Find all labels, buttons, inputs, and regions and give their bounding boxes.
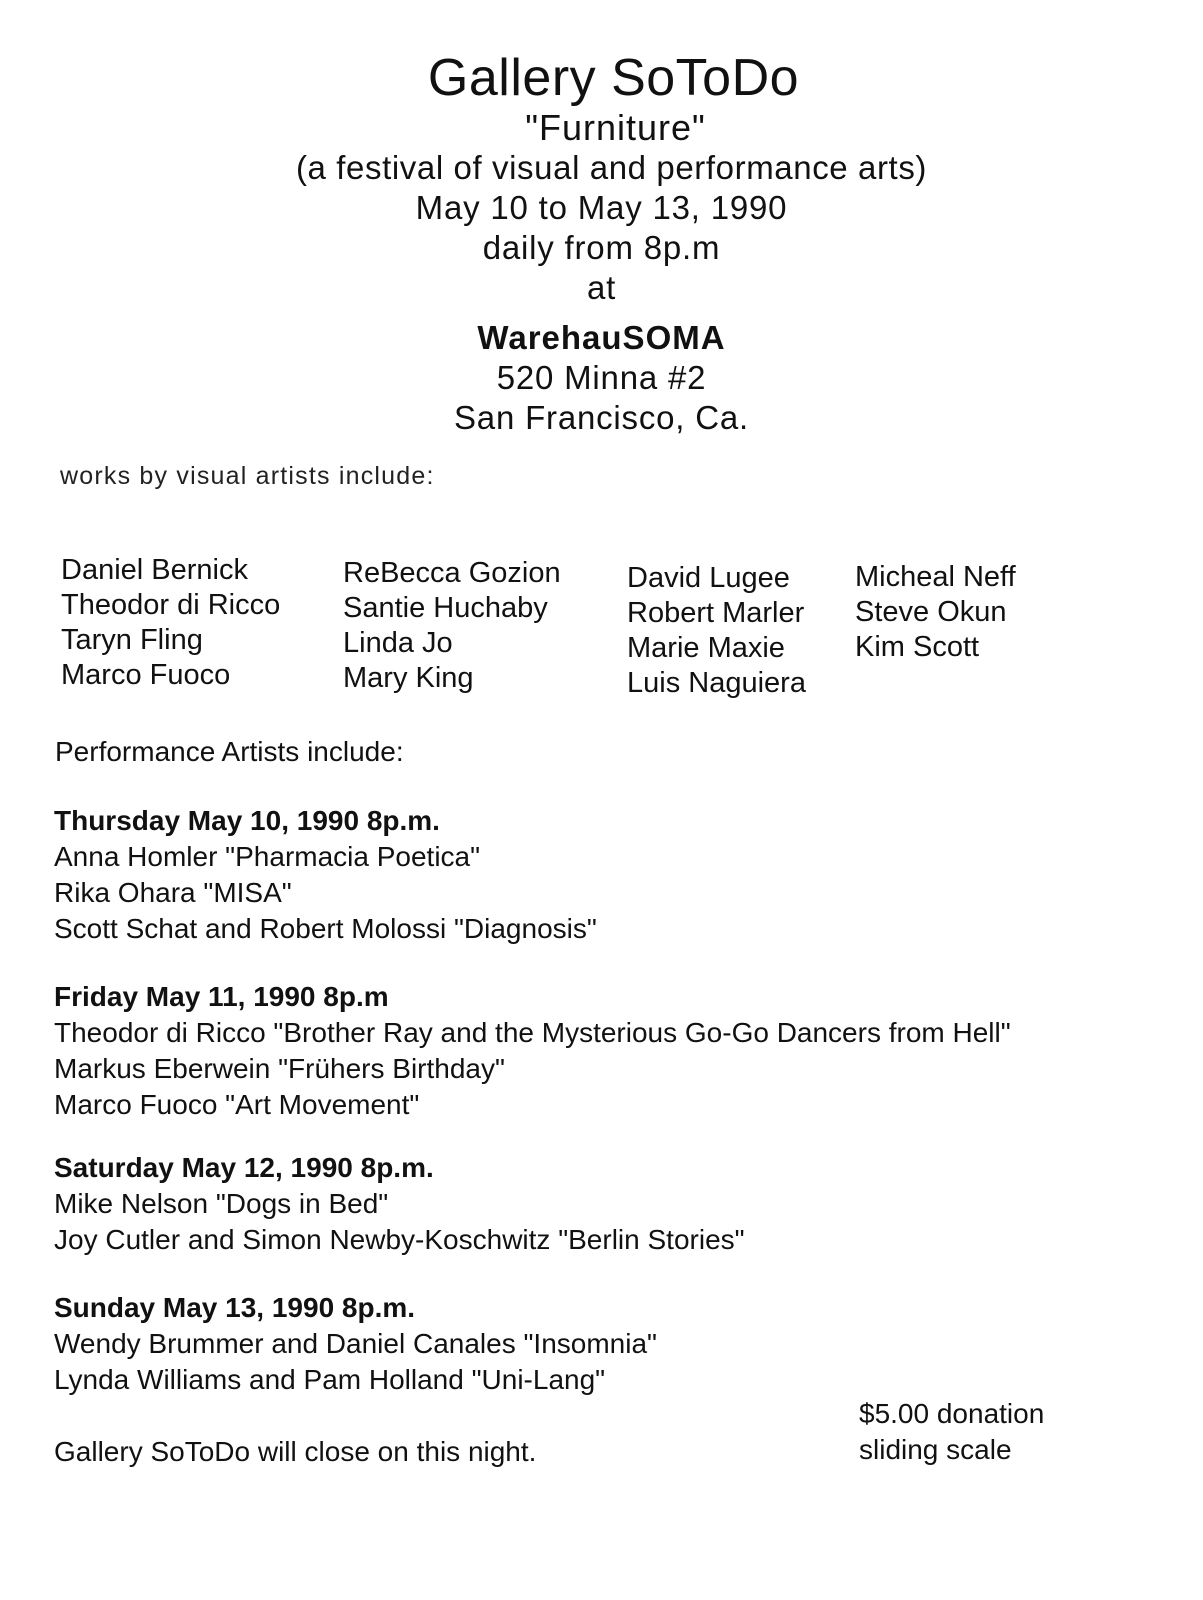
day-heading: Sunday May 13, 1990 8p.m. (54, 1292, 416, 1323)
venue-city: San Francisco, Ca. (453, 399, 749, 436)
performance-day-thursday (54, 803, 597, 947)
performance-entry: Theodor di Ricco "Brother Ray and the Mysterious Go-Go Dancers from Hell" (54, 1017, 1011, 1048)
event-dates: May 10 to May 13, 1990 (415, 189, 788, 226)
artist-name: Linda Jo (343, 627, 453, 659)
artist-column-1 (61, 553, 280, 693)
artist-name: Daniel Bernick (61, 554, 248, 586)
day-heading: Thursday May 10, 1990 8p.m. (54, 805, 440, 836)
closing-note: Gallery SoToDo will close on this night. (54, 1436, 537, 1467)
artist-name: Luis Naguiera (627, 667, 806, 699)
donation-amount: $5.00 donation (859, 1398, 1045, 1429)
artist-name: Taryn Fling (61, 624, 203, 656)
at-label: at (586, 269, 617, 306)
day-heading: Friday May 11, 1990 8p.m (54, 981, 389, 1012)
artist-name: Theodor di Ricco (61, 589, 281, 621)
gallery-title: Gallery SoToDo (427, 49, 800, 107)
performance-entry: Lynda Williams and Pam Holland "Uni-Lang" (54, 1364, 606, 1395)
performance-day-friday (54, 979, 1011, 1123)
visual-artists-intro: works by visual artists include: (60, 462, 435, 490)
performance-entry: Markus Eberwein "Frühers Birthday" (54, 1053, 505, 1084)
artist-name: Santie Huchaby (343, 592, 548, 624)
performance-day-saturday (54, 1150, 745, 1258)
event-time: daily from 8p.m (482, 229, 721, 266)
artist-name: Robert Marler (627, 597, 805, 629)
performance-entry: Scott Schat and Robert Molossi "Diagnosis" (54, 913, 597, 944)
artist-name: Kim Scott (855, 631, 980, 663)
artist-name: Micheal Neff (855, 561, 1016, 593)
performance-day-sunday (54, 1290, 657, 1398)
performance-entry: Joy Cutler and Simon Newby-Koschwitz "Berlin Stories" (54, 1224, 745, 1255)
performance-entry: Marco Fuoco "Art Movement" (54, 1089, 420, 1120)
flyer-header (0, 48, 1203, 438)
artist-name: Mary King (343, 662, 474, 694)
artist-column-2 (343, 556, 561, 696)
artist-name: Marco Fuoco (61, 659, 231, 691)
donation-scale: sliding scale (859, 1434, 1012, 1465)
venue-name: WarehauSOMA (477, 319, 726, 356)
venue-address: 520 Minna #2 (496, 359, 707, 396)
artist-name: ReBecca Gozion (343, 557, 561, 589)
performance-artists-intro: Performance Artists include: (55, 736, 404, 767)
day-heading: Saturday May 12, 1990 8p.m. (54, 1152, 434, 1183)
artist-column-4 (855, 560, 1016, 665)
performance-entry: Rika Ohara "MISA" (54, 877, 292, 908)
artist-column-3 (627, 561, 806, 701)
artist-name: David Lugee (627, 562, 790, 594)
donation-info (859, 1396, 1044, 1468)
event-title: "Furniture" (525, 107, 706, 148)
artist-name: Marie Maxie (627, 632, 785, 664)
performance-entry: Anna Homler "Pharmacia Poetica" (54, 841, 481, 872)
performance-entry: Wendy Brummer and Daniel Canales "Insomnia" (54, 1328, 657, 1359)
event-description: (a festival of visual and performance arts) (295, 149, 928, 186)
performance-entry: Mike Nelson "Dogs in Bed" (54, 1188, 389, 1219)
artist-name: Steve Okun (855, 596, 1007, 628)
